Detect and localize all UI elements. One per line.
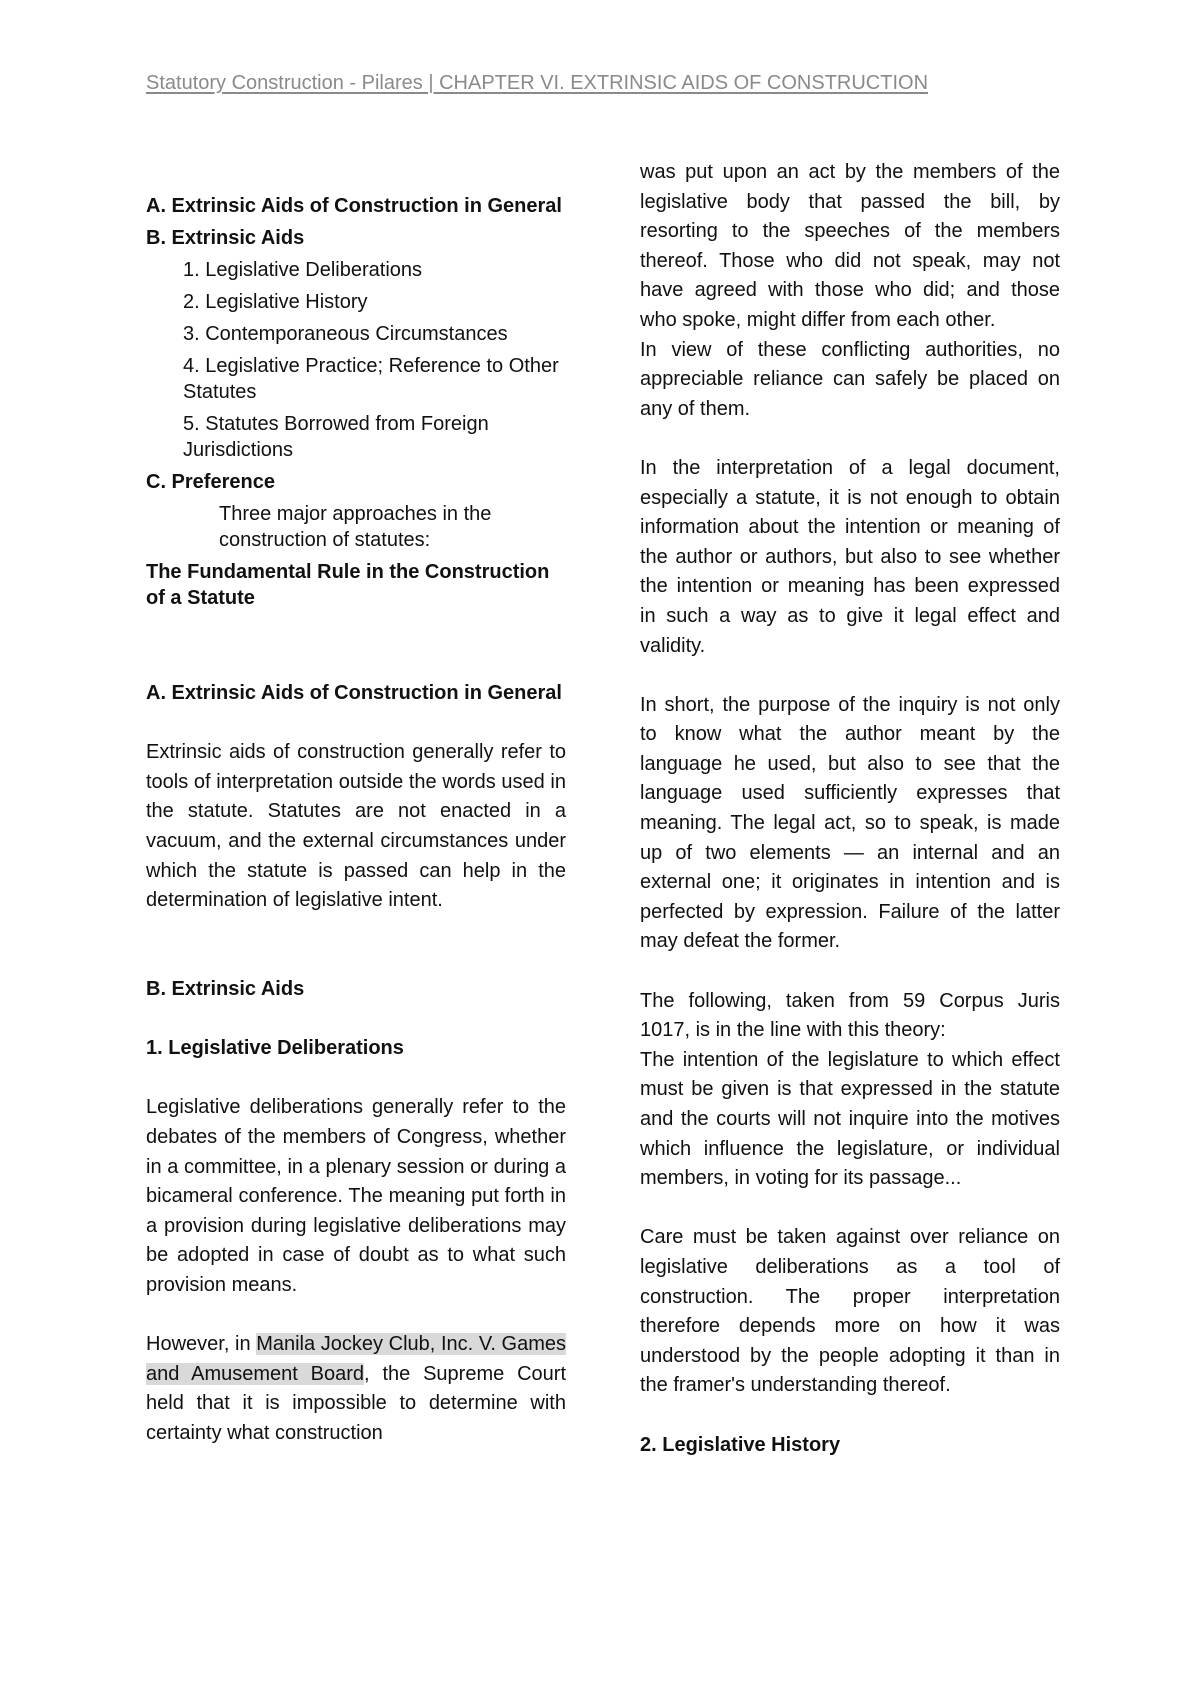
- corpus-juris-paragraph: The following, taken from 59 Corpus Juris 1017, is in the line with this theory:: [640, 989, 1060, 1042]
- toc-section-b: B. Extrinsic Aids: [146, 227, 305, 249]
- toc-fundamental-rule: The Fundamental Rule in the Construction of a Statute: [146, 561, 550, 609]
- continuation-paragraph: was put upon an act by the members of the legislative body that passed the bill, by resorting to the speeches of the members thereof. Those who did not speak, may not have agreed with those who did; and those who spoke, might differ from each other.: [640, 161, 1060, 331]
- legislative-deliberations-heading: 1. Legislative Deliberations: [146, 1037, 404, 1060]
- toc-item-statutes-borrowed: 5. Statutes Borrowed from Foreign Jurisdictions: [183, 413, 489, 461]
- in-short-paragraph: In short, the purpose of the inquiry is not only to know what the author meant by the language he used, but also to see that the language used sufficiently expresses that meaning. The legal act, so to speak, is made up of two elements — an internal and an external one; it originates in intention and is perfected by expression. Failure of the latter may defeat the former.: [640, 693, 1060, 953]
- right-column: [640, 158, 1060, 1460]
- paragraph-tail: , the Supreme Court held that it is impossible to determine with certainty what construction: [146, 1362, 566, 1444]
- case-citation-highlight: Manila Jockey Club, Inc. V. Games and Amusement Board: [146, 1333, 566, 1385]
- section-b-heading: B. Extrinsic Aids: [146, 977, 305, 1000]
- toc-section-c: C. Preference: [146, 471, 275, 493]
- legislative-history-heading: 2. Legislative History: [640, 1433, 841, 1456]
- legislative-deliberations-body: Legislative deliberations generally refer to the debates of the members of Congress, whether in a committee, in a plenary session or during a bicameral conference. The meaning put forth in a provision during legislative deliberations may be adopted in case of doubt as to what such provision means.: [146, 1096, 566, 1296]
- toc-preference-note: Three major approaches in the construction of statutes:: [219, 503, 492, 551]
- interpretation-paragraph: In the interpretation of a legal document, especially a statute, it is not enough to obtain information about the intention or meaning of the author or authors, but also to see whether the intention or meaning has been expressed in such a way as to give it legal effect and validity.: [640, 456, 1060, 657]
- toc-item-legislative-history: 2. Legislative History: [183, 291, 368, 313]
- toc-item-legislative-deliberations: 1. Legislative Deliberations: [183, 259, 423, 281]
- manila-jockey-paragraph: [146, 1330, 566, 1448]
- section-a-body: Extrinsic aids of construction generally refer to tools of interpretation outside the words used in the statute. Statutes are not enacted in a vacuum, and the external circumstances under which the statute is passed can help in the determination of legislative intent.: [146, 741, 566, 912]
- left-column: [146, 193, 566, 1448]
- legislature-intention-quote: The intention of the legislature to which effect must be given is that expressed in the statute and the courts will not inquire into the motives which influence the legislature, or individual members, in voting for its passage...: [640, 1048, 1060, 1190]
- toc-item-contemporaneous-circumstances: 3. Contemporaneous Circumstances: [183, 323, 508, 345]
- running-header: Statutory Construction - Pilares | CHAPTER VI. EXTRINSIC AIDS OF CONSTRUCTION: [146, 72, 929, 94]
- conflicting-authorities-paragraph: In view of these conflicting authorities, no appreciable reliance can safely be placed on any of them.: [640, 338, 1060, 420]
- over-reliance-paragraph: Care must be taken against over reliance on legislative deliberations as a tool of construction. The proper interpretation therefore depends more on how it was understood by the people adopting it than in the framer's understanding thereof.: [640, 1226, 1060, 1397]
- toc-section-a: A. Extrinsic Aids of Construction in General: [146, 195, 562, 217]
- section-a-heading: A. Extrinsic Aids of Construction in General: [146, 682, 562, 704]
- paragraph-lead: However, in: [146, 1333, 257, 1356]
- toc-item-legislative-practice: 4. Legislative Practice; Reference to Other Statutes: [183, 355, 559, 403]
